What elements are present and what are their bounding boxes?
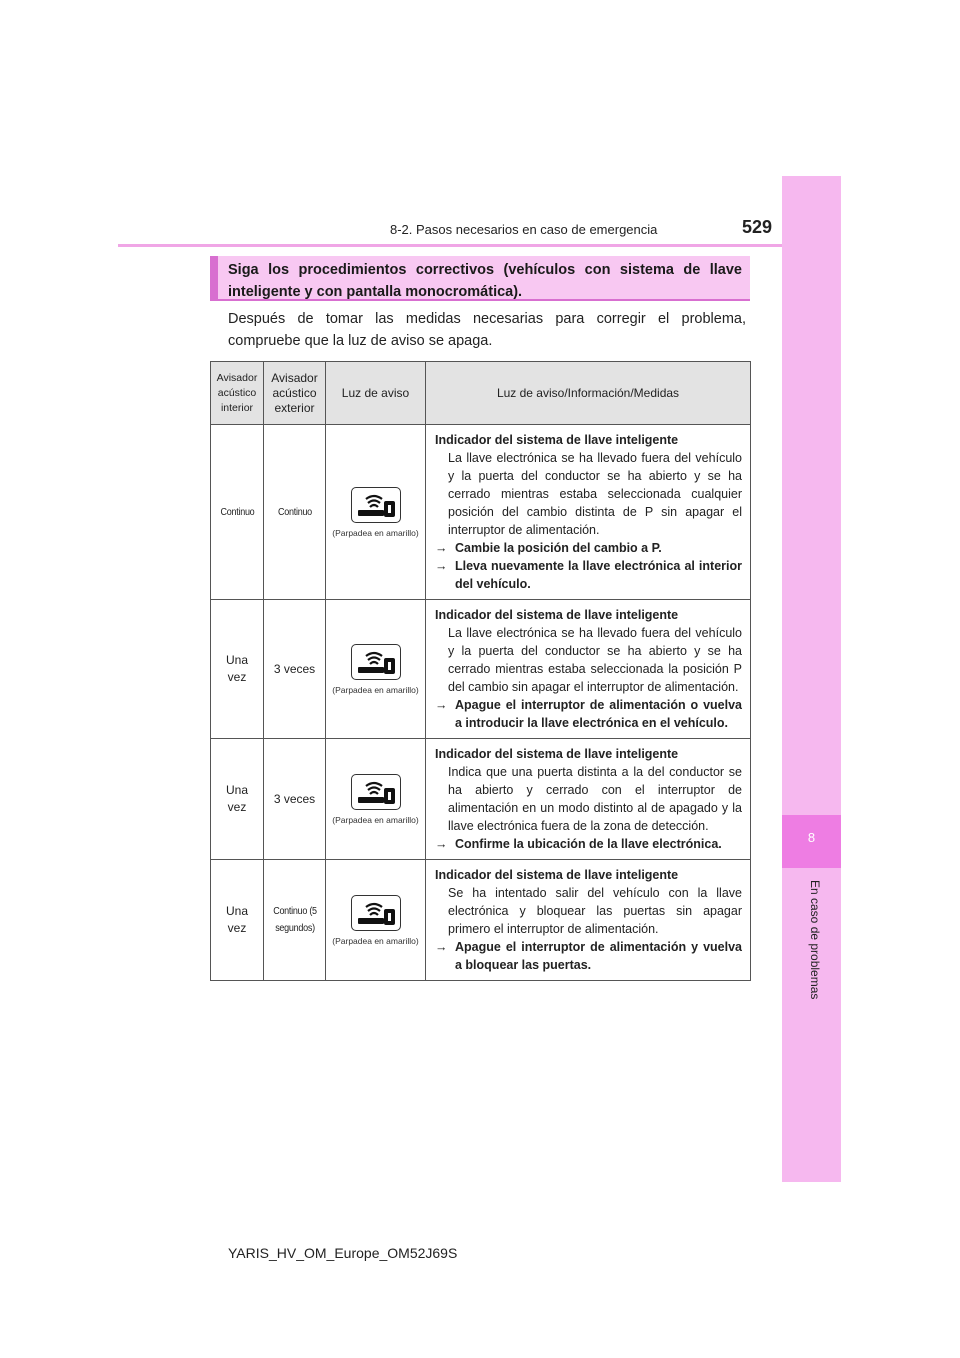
smart-key-warning-icon (351, 487, 401, 523)
indicator-title: Indicador del sistema de llave inteligente (435, 747, 679, 761)
table-row (211, 860, 751, 981)
table-row (211, 739, 751, 860)
blink-note: (Parpadea en amarillo) (332, 684, 419, 695)
indicator-title: Indicador del sistema de llave inteligente (435, 433, 679, 447)
info-cell (426, 600, 751, 739)
action-item: → Cambie la posición del cambio a P. (435, 541, 662, 555)
chapter-title: En caso de problemas (808, 880, 822, 1000)
indicator-description: Se ha intentado salir del vehículo con la llave electrónica y bloquear las puertas sin apagar primero el interruptor de alimentación. (448, 886, 742, 936)
blink-note: (Parpadea en amarillo) (332, 814, 419, 825)
warning-light-cell (326, 860, 426, 981)
exterior-buzzer-cell: 3 veces (264, 739, 326, 860)
warning-table (210, 361, 751, 981)
table-header-row (211, 362, 751, 425)
page-number: 529 (742, 217, 773, 237)
indicator-description: La llave electrónica se ha llevado fuera del vehículo y la puerta del conductor se ha abierto y se ha cerrado mientras estaba seleccionada la posición P del cambio sin apagar el interruptor de alimentación. (448, 626, 742, 694)
indicator-title: Indicador del sistema de llave inteligente (435, 608, 679, 622)
info-cell (426, 739, 751, 860)
header-exterior-buzzer: Avisador acústico exterior (264, 362, 326, 425)
info-cell (426, 425, 751, 600)
indicator-description: La llave electrónica se ha llevado fuera del vehículo y la puerta del conductor se ha abierto y se ha cerrado mientras estaba seleccionada cualquier posición del cambio distinta de P sin apagar el interruptor de alimentación. (448, 451, 742, 537)
arrow-icon: → (435, 837, 448, 851)
action-item: → Lleva nuevamente la llave electrónica al interior del vehículo. (435, 559, 742, 591)
header-divider (118, 244, 782, 247)
smart-key-warning-icon (351, 895, 401, 931)
action-item: → Apague el interruptor de alimentación y vuelva a bloquear las puertas. (435, 940, 742, 972)
chapter-number: 8 (807, 830, 816, 845)
indicator-description: Indica que una puerta distinta a la del conductor se ha abierto y cerrado con el interruptor de alimentación en un modo distinto al de apagado y la llave electrónica fuera de la zona de detección. (448, 765, 742, 833)
interior-buzzer-cell: Continuo (213, 425, 261, 600)
procedure-banner: Siga los procedimientos correctivos (vehículos con sistema de llave inteligente y con pantalla monocromática). (210, 256, 750, 301)
exterior-buzzer-cell: Continuo (5 segundos) (267, 860, 323, 981)
blink-note: (Parpadea en amarillo) (332, 527, 419, 538)
arrow-icon: → (435, 698, 448, 712)
exterior-buzzer-cell: 3 veces (264, 600, 326, 739)
interior-buzzer-cell: Una vez (211, 860, 264, 981)
warning-light-cell (326, 425, 426, 600)
header-warning-light: Luz de aviso (326, 362, 426, 425)
info-cell (426, 860, 751, 981)
section-title: 8-2. Pasos necesarios en caso de emergencia (390, 222, 658, 237)
arrow-icon: → (435, 559, 448, 573)
chapter-side-tab (782, 176, 841, 1182)
table-row (211, 425, 751, 600)
blink-note: (Parpadea en amarillo) (332, 935, 419, 946)
intro-paragraph: Después de tomar las medidas necesarias para corregir el problema, compruebe que la luz de aviso se apaga. (228, 311, 746, 349)
header-info: Luz de aviso/Información/Medidas (426, 362, 751, 425)
exterior-buzzer-cell: Continuo (267, 425, 323, 600)
document-code: YARIS_HV_OM_Europe_OM52J69S (228, 1245, 458, 1261)
smart-key-warning-icon (351, 774, 401, 810)
action-item: → Confirme la ubicación de la llave electrónica. (435, 837, 722, 851)
arrow-icon: → (435, 541, 448, 555)
interior-buzzer-cell: Una vez (211, 739, 264, 860)
arrow-icon: → (435, 940, 448, 954)
table-row (211, 600, 751, 739)
smart-key-warning-icon (351, 644, 401, 680)
indicator-title: Indicador del sistema de llave inteligente (435, 868, 679, 882)
action-item: → Apague el interruptor de alimentación o vuelva a introducir la llave electrónica en el vehículo. (435, 698, 742, 730)
warning-light-cell (326, 739, 426, 860)
interior-buzzer-cell: Una vez (211, 600, 264, 739)
warning-light-cell (326, 600, 426, 739)
header-interior-buzzer: Avisador acústico interior (211, 362, 264, 425)
